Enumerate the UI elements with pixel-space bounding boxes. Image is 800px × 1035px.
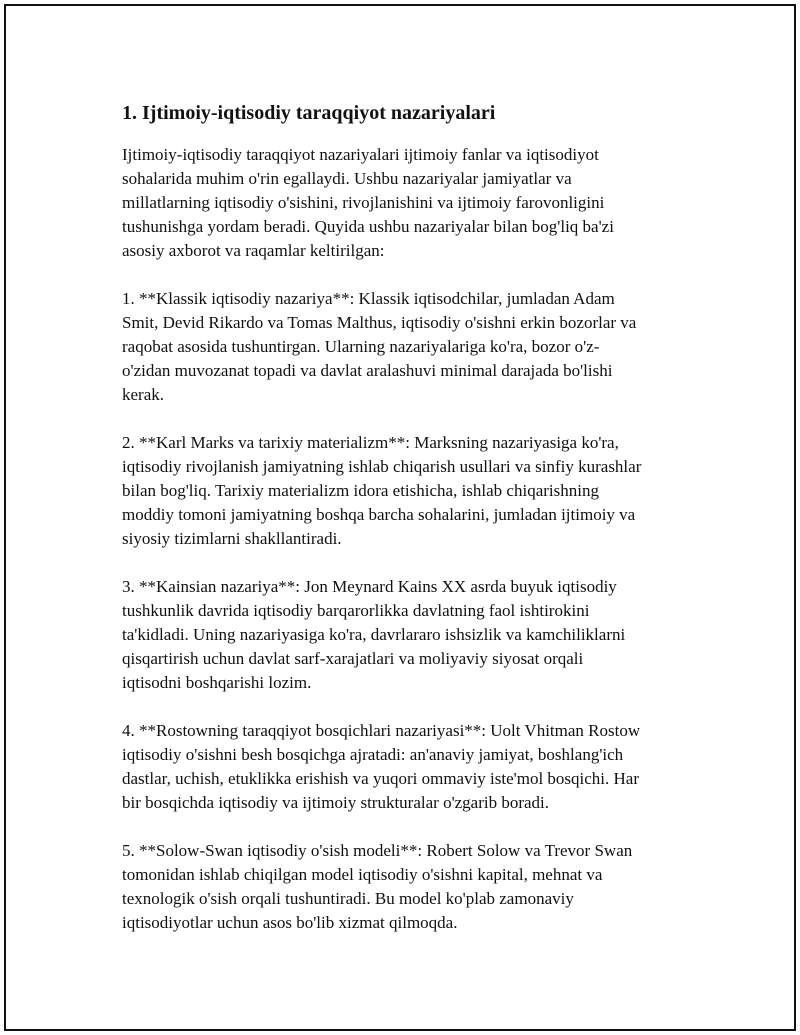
paragraph-classical-theory: 1. **Klassik iqtisodiy nazariya**: Klassik iqtisodchilar, jumladan Adam Smit, Devid Rikardo va Tomas Malthus, iqtisodiy o'sishni erkin bozorlar va raqobat asosida tushuntirgan. Ularning nazariyalariga ko'ra, bozor o'z- o'zidan muvozanat topadi va davlat aralashuvi minimal darajada bo'lishi kerak. — [122, 289, 637, 404]
intro-paragraph: Ijtimoiy-iqtisodiy taraqqiyot nazariyalari ijtimoiy fanlar va iqtisodiyot sohalarida muhim o'rin egallaydi. Ushbu nazariyalar jamiyatlar va millatlarning iqtisodiy o'sishini, rivojlanishini va ijtimoiy farovonligini tushunishga yordam beradi. Quyida ushbu nazariyalar bilan bog'liq ba'zi asosiy axborot va raqamlar keltirilgan: — [122, 145, 614, 260]
paragraph-marx-theory: 2. **Karl Marks va tarixiy materializm**: Marksning nazariyasiga ko'ra, iqtisodiy rivojlanish jamiyatning ishlab chiqarish usullari va sinfiy kurashlar bilan bog'liq. Tarixiy materializm idora etishicha, ishlab chiqarishning moddiy tomoni jamiyatning boshqa barcha sohalarini, jumladan ijtimoiy va siyosiy tizimlarni shakllantiradi. — [122, 433, 642, 548]
document-body — [122, 101, 692, 959]
paragraph-keynesian-theory: 3. **Kainsian nazariya**: Jon Meynard Kains XX asrda buyuk iqtisodiy tushkunlik davrida iqtisodiy barqarorlikka davlatning faol ishtirokini ta'kidladi. Uning nazariyasiga ko'ra, davrlararo ishsizlik va kamchiliklarni qisqartirish uchun davlat sarf-xarajatlari va moliyaviy siyosat orqali iqtisodni boshqarishi lozim. — [122, 577, 626, 692]
paragraph-solow-swan-model: 5. **Solow-Swan iqtisodiy o'sish modeli**: Robert Solow va Trevor Swan tomonidan ishlab chiqilgan model iqtisodiy o'sishni kapital, mehnat va texnologik o'sish orqali tushuntiradi. Bu model ko'plab zamonaviy iqtisodiyotlar uchun asos bo'lib xizmat qilmoqda. — [122, 841, 633, 932]
page-frame — [4, 4, 796, 1031]
document-title: 1. Ijtimoiy-iqtisodiy taraqqiyot nazariyalari — [122, 102, 496, 124]
paragraph-rostow-theory: 4. **Rostowning taraqqiyot bosqichlari nazariyasi**: Uolt Vhitman Rostow iqtisodiy o'sishni besh bosqichga ajratadi: an'anaviy jamiyat, boshlang'ich dastlar, uchish, etuklikka erishish va yuqori ommaviy iste'mol bosqichi. Har bir bosqichda iqtisodiy va ijtimoiy strukturalar o'zgarib boradi. — [122, 721, 641, 812]
